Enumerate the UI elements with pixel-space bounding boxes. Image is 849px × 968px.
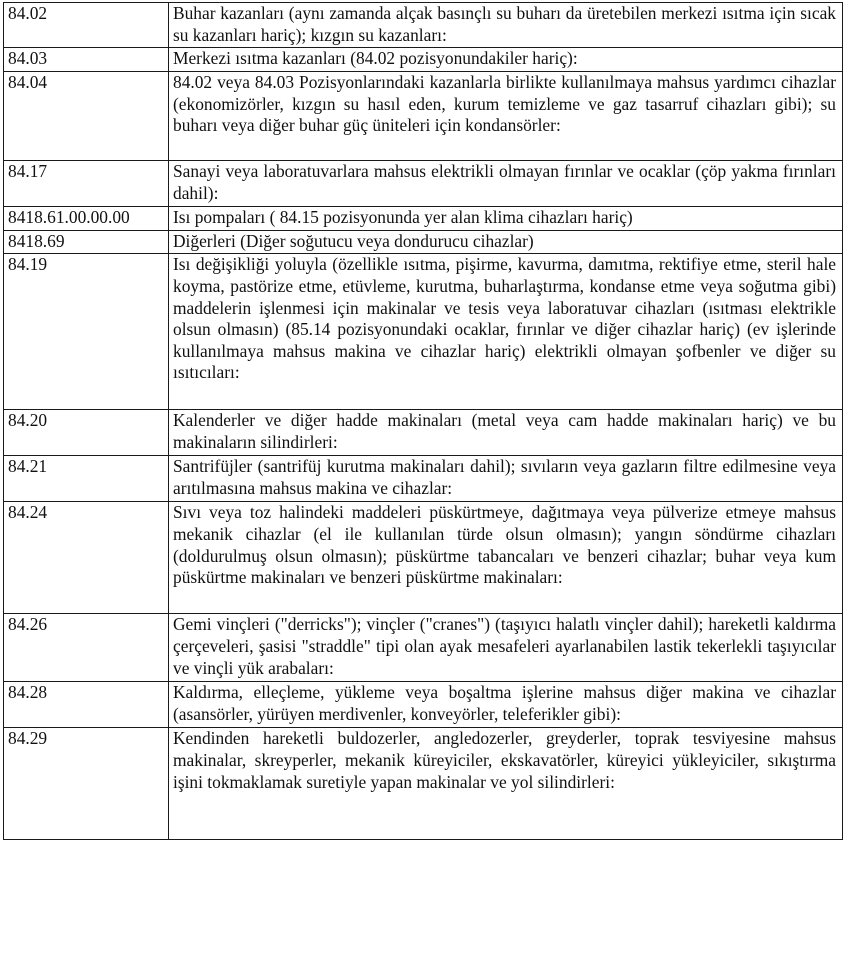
tariff-description: Merkezi ısıtma kazanları (84.02 pozisyonundakiler hariç): (169, 48, 843, 72)
table-row (4, 682, 843, 728)
tariff-description: Kalenderler ve diğer hadde makinaları (metal veya cam hadde makinaları hariç) ve bu makinaların silindirleri: (169, 410, 843, 456)
tariff-description: Gemi vinçleri ("derricks"); vinçler ("cranes") (taşıyıcı halatlı vinçler dahil); hareketli kaldırma çerçeveleri, şasisi "straddle" tipi olan ayak mesafeleri ayarlanabilen lastik tekerlekli taşıyıcılar ve vinçli yük arabaları: (169, 614, 843, 682)
tariff-code: 84.21 (4, 456, 169, 502)
tariff-code: 84.20 (4, 410, 169, 456)
tariff-code: 84.17 (4, 161, 169, 207)
tariff-description: Isı değişikliği yoluyla (özellikle ısıtma, pişirme, kavurma, damıtma, rektifiye etme, steril hale koyma, pastörize etme, etüvleme, kurutma, buharlaştırma, kondanse etme veya soğutma gibi) maddelerin işlenmesi için makinalar ve tesis veya laboratuvar cihazları (ısıtması elektrikle olsun olmasın) (85.14 pozisyonundaki ocaklar, fırınlar ve diğer cihazlar hariç) (ev işlerinde kullanılmaya mahsus makina ve cihazlar hariç) elektrikli olmayan şofbenler ve diğer su ısıtıcıları: (169, 254, 843, 410)
tariff-code: 84.26 (4, 614, 169, 682)
table-row (4, 3, 843, 48)
tariff-code: 84.24 (4, 502, 169, 614)
tariff-description: Kendinden hareketli buldozerler, angledozerler, greyderler, toprak tesviyesine mahsus makinalar, skreyperler, mekanik küreyiciler, ekskavatörler, küreyici yükleyiciler, sıkıştırma işini tokmaklamak suretiyle yapan makinalar ve yol silindirleri: (169, 728, 843, 840)
tariff-code: 84.28 (4, 682, 169, 728)
tariff-table (3, 2, 843, 840)
table-row (4, 230, 843, 254)
tariff-code: 8418.61.00.00.00 (4, 207, 169, 231)
tariff-code: 8418.69 (4, 230, 169, 254)
table-row (4, 502, 843, 614)
tariff-code: 84.02 (4, 3, 169, 48)
tariff-description: Buhar kazanları (aynı zamanda alçak basınçlı su buharı da üretebilen merkezi ısıtma için sıcak su kazanları hariç); kızgın su kazanları: (169, 3, 843, 48)
tariff-description: Sıvı veya toz halindeki maddeleri püskürtmeye, dağıtmaya veya pülverize etmeye mahsus mekanik cihazlar (el ile kullanılan türde olsun olmasın); yangın söndürme cihazları (doldurulmuş olsun olmasın); püskürtme tabancaları ve benzeri cihazlar; buhar veya kum püskürtme makinaları ve benzeri püskürtme makinaları: (169, 502, 843, 614)
table-row (4, 161, 843, 207)
table-row (4, 456, 843, 502)
table-row (4, 72, 843, 161)
tariff-description: Isı pompaları ( 84.15 pozisyonunda yer alan klima cihazları hariç) (169, 207, 843, 231)
table-row (4, 728, 843, 840)
tariff-code: 84.19 (4, 254, 169, 410)
tariff-description: Sanayi veya laboratuvarlara mahsus elektrikli olmayan fırınlar ve ocaklar (çöp yakma fırınları dahil): (169, 161, 843, 207)
table-row (4, 207, 843, 231)
tariff-code: 84.04 (4, 72, 169, 161)
tariff-description: Santrifüjler (santrifüj kurutma makinaları dahil); sıvıların veya gazların filtre edilmesine veya arıtılmasına mahsus makina ve cihazlar: (169, 456, 843, 502)
table-row (4, 410, 843, 456)
table-row (4, 48, 843, 72)
tariff-description: 84.02 veya 84.03 Pozisyonlarındaki kazanlarla birlikte kullanılmaya mahsus yardımcı cihazlar (ekonomizörler, kızgın su hasıl eden, kurum temizleme ve gaz tasarruf cihazları gibi); su buharı veya diğer buhar güç üniteleri için kondansörler: (169, 72, 843, 161)
tariff-code: 84.03 (4, 48, 169, 72)
table-row (4, 614, 843, 682)
tariff-description: Kaldırma, elleçleme, yükleme veya boşaltma işlerine mahsus diğer makina ve cihazlar (asansörler, yürüyen merdivenler, konveyörler, teleferikler gibi): (169, 682, 843, 728)
table-row (4, 254, 843, 410)
tariff-description: Diğerleri (Diğer soğutucu veya dondurucu cihazlar) (169, 230, 843, 254)
tariff-code: 84.29 (4, 728, 169, 840)
